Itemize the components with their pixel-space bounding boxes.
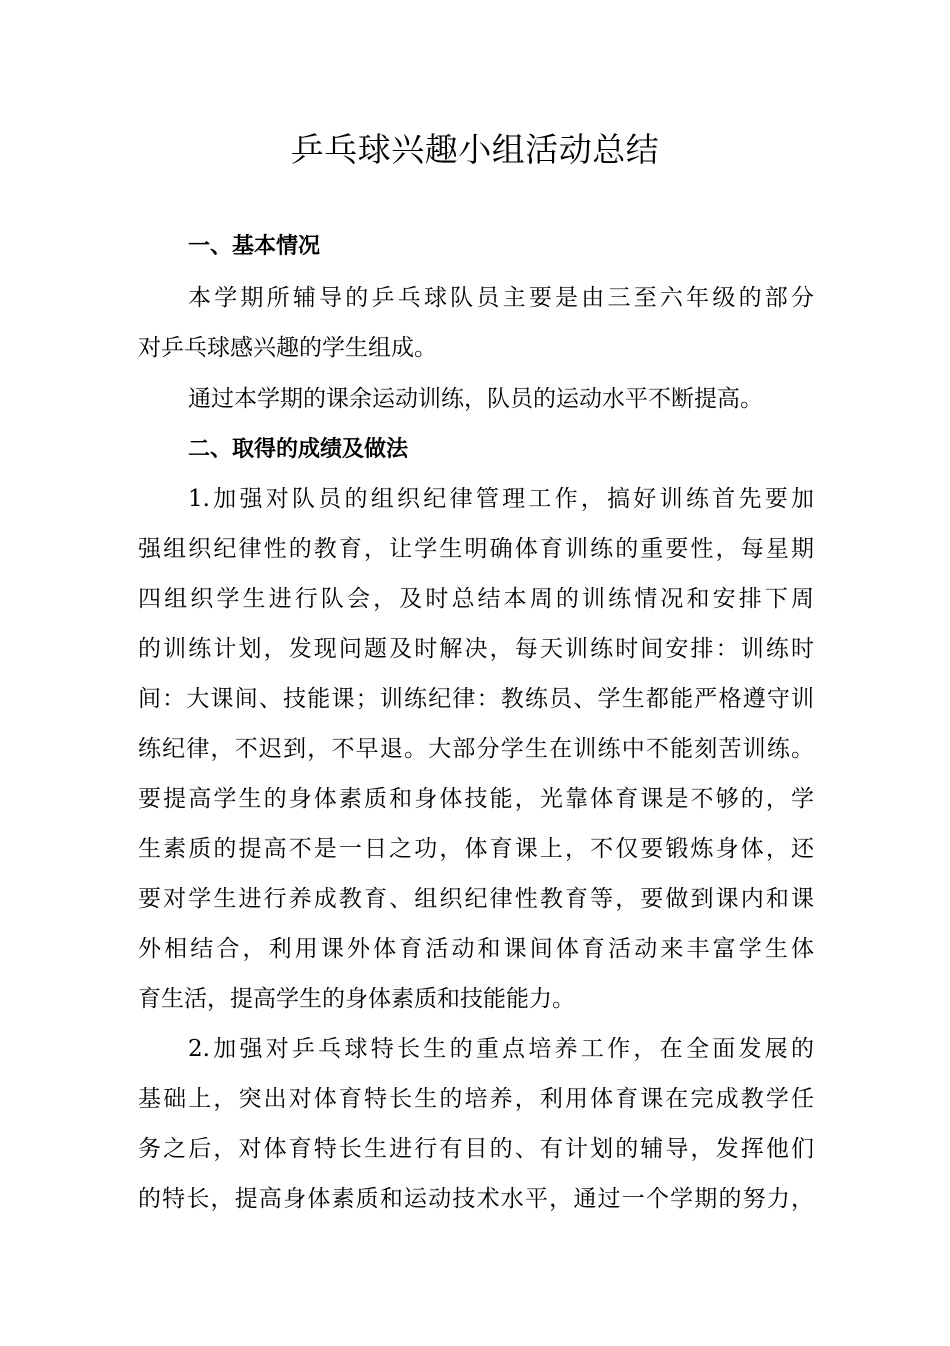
paragraph-line: 要对学生进行养成教育、组织纪律性教育等，要做到课内和课 <box>138 886 814 912</box>
section-heading-achievements: 二、取得的成绩及做法 <box>188 437 409 462</box>
paragraph-line: 基础上，突出对体育特长生的培养，利用体育课在完成教学任 <box>138 1086 814 1112</box>
paragraph-line: 1.加强对队员的组织纪律管理工作，搞好训练首先要加 <box>188 486 814 512</box>
paragraph-line: 强组织纪律性的教育，让学生明确体育训练的重要性，每星期 <box>138 536 814 562</box>
paragraph-line: 对乒乓球感兴趣的学生组成。 <box>138 335 437 361</box>
paragraph-line: 通过本学期的课余运动训练，队员的运动水平不断提高。 <box>188 386 763 412</box>
paragraph-line: 外相结合，利用课外体育活动和课间体育活动来丰富学生体 <box>138 936 814 962</box>
paragraph-line: 要提高学生的身体素质和身体技能，光靠体育课是不够的，学 <box>138 786 814 812</box>
section-heading-basic-situation: 一、基本情况 <box>188 234 321 259</box>
paragraph-line: 务之后，对体育特长生进行有目的、有计划的辅导，发挥他们 <box>138 1136 814 1162</box>
paragraph-line: 的特长，提高身体素质和运动技术水平，通过一个学期的努力， <box>138 1186 814 1212</box>
paragraph-line: 2.加强对乒乓球特长生的重点培养工作，在全面发展的 <box>188 1036 814 1062</box>
paragraph-line: 练纪律，不迟到，不早退。大部分学生在训练中不能刻苦训练。 <box>138 736 814 762</box>
paragraph-line: 间：大课间、技能课；训练纪律：教练员、学生都能严格遵守训 <box>138 686 814 712</box>
document-title: 乒乓球兴趣小组活动总结 <box>290 130 660 169</box>
paragraph-line: 四组织学生进行队会，及时总结本周的训练情况和安排下周 <box>138 586 814 612</box>
paragraph-line: 的训练计划，发现问题及时解决，每天训练时间安排：训练时 <box>138 636 814 662</box>
paragraph-line: 生素质的提高不是一日之功，体育课上，不仅要锻炼身体，还 <box>138 836 814 862</box>
paragraph-line: 本学期所辅导的乒乓球队员主要是由三至六年级的部分 <box>188 285 814 311</box>
paragraph-line: 育生活，提高学生的身体素质和技能能力。 <box>138 986 575 1012</box>
